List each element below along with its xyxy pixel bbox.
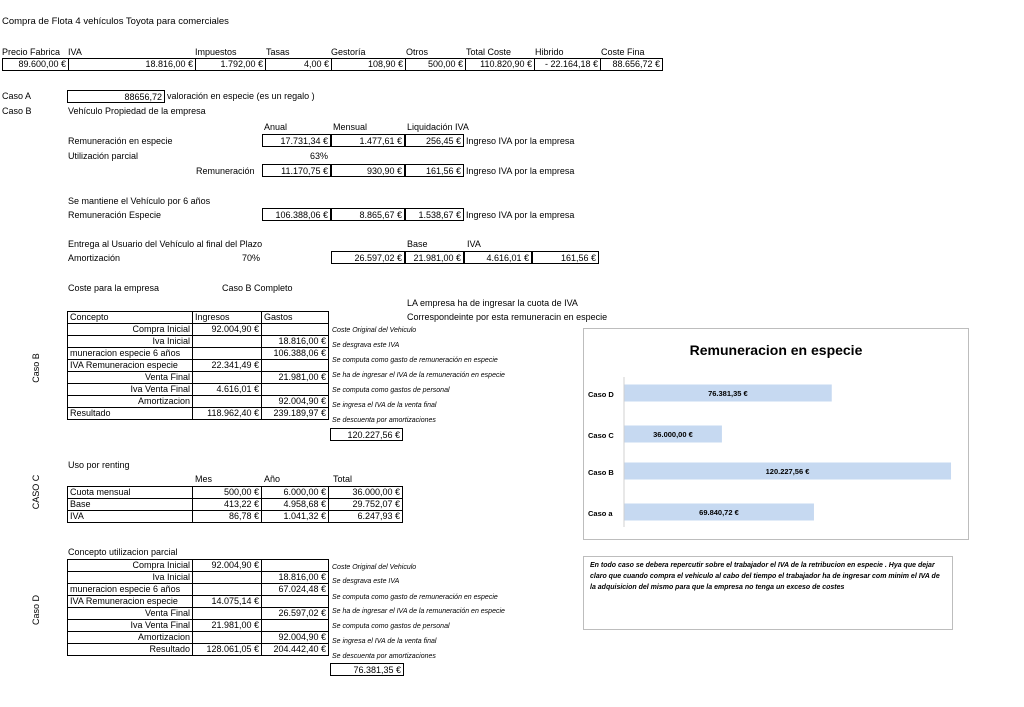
cell[interactable]: 108,90 € (332, 59, 406, 71)
table-row (68, 572, 329, 584)
cell[interactable]: 4,00 € (266, 59, 332, 71)
cell[interactable]: 6.247,93 € (329, 511, 403, 523)
header-ingresos: Ingresos (193, 312, 262, 324)
ingreso-iva-note-2: Ingreso IVA por la empresa (466, 166, 575, 176)
note-b-2: Se computa como gasto de remuneración en especie (332, 357, 498, 364)
rem-especie-label: Remuneración en especie (68, 136, 173, 146)
header-coste-fina: Coste Fina (601, 47, 645, 57)
cell[interactable] (193, 572, 262, 584)
note-box: En todo caso se debera repercutir sobre el trabajador el IVA de la retribucion en especie . Hya que dejar claro que cuando compra el vehiculo al cabo del tiempo el trabajador ha de ingresar com minim el IVA de la adquisicion del mismo para que la empresa no tenga un exceso de costes (583, 556, 953, 630)
cell[interactable]: Resultado (68, 644, 193, 656)
col-mes: Mes (195, 474, 213, 484)
cell[interactable]: muneracion especie 6 años (68, 584, 193, 596)
note-d-5: Se ingresa el IVA de la venta final (332, 638, 437, 645)
table-header-row (68, 312, 329, 324)
note-b-3: Se ha de ingresar el IVA de la remuneración en especie (332, 372, 505, 379)
cell[interactable]: Cuota mensual (68, 487, 193, 499)
cell[interactable]: IVA Remuneracion especie (68, 360, 193, 372)
utilizacion-pct: 63% (309, 151, 328, 161)
cell[interactable]: 18.816,00 € (262, 572, 329, 584)
table-row (68, 499, 403, 511)
caso-d-side-label: Caso D (31, 595, 41, 626)
data-label: 120.227,56 € (765, 467, 810, 476)
cell[interactable] (262, 360, 329, 372)
cell[interactable]: 92.004,90 € (262, 396, 329, 408)
rem2-anual[interactable]: 11.170,75 € (262, 164, 331, 177)
entrega-label: Entrega al Usuario del Vehículo al final del Plazo (68, 239, 263, 249)
table-result-row (68, 644, 329, 656)
rem-esp-mensual[interactable]: 8.865,67 € (331, 208, 405, 221)
cell[interactable]: 1.041,32 € (262, 511, 329, 523)
table-row (68, 336, 329, 348)
rem-liquidacion[interactable]: 256,45 € (405, 134, 464, 147)
coste-sub: Caso B Completo (222, 283, 293, 293)
col-liquidacion: Liquidación IVA (407, 122, 469, 132)
cell[interactable] (262, 324, 329, 336)
col-ano: Año (264, 474, 281, 484)
cell[interactable]: Resultado (68, 408, 193, 420)
result-b-total[interactable]: 120.227,56 € (330, 428, 403, 441)
header-total: Total Coste (466, 47, 512, 57)
cell[interactable]: 4.616,01 € (193, 384, 262, 396)
cell[interactable]: Amortizacion (68, 396, 193, 408)
rem2-liquidacion[interactable]: 161,56 € (405, 164, 464, 177)
cell[interactable]: 92.004,90 € (193, 560, 262, 572)
note-b-6: Se descuenta por amortizaciones (332, 417, 436, 424)
cell[interactable]: Base (68, 499, 193, 511)
ingreso-iva-note: Ingreso IVA por la empresa (466, 136, 575, 146)
cell[interactable]: Compra Inicial (68, 560, 193, 572)
coste-label: Coste para la empresa (68, 283, 160, 293)
rem-mensual[interactable]: 1.477,61 € (331, 134, 405, 147)
cell[interactable]: 92.004,90 € (262, 632, 329, 644)
table-row (68, 360, 329, 372)
cell[interactable]: - 22.164,18 € (535, 59, 601, 71)
table-row (68, 511, 403, 523)
amortizacion-pct: 70% (241, 253, 260, 263)
cell[interactable] (193, 372, 262, 384)
amort-value-3[interactable]: 4.616,01 € (464, 251, 532, 264)
cell[interactable]: Compra Inicial (68, 324, 193, 336)
cell[interactable]: 128.061,05 € (193, 644, 262, 656)
cell[interactable]: Venta Final (68, 608, 193, 620)
result-d-total[interactable]: 76.381,35 € (330, 663, 404, 676)
cell[interactable]: 22.341,49 € (193, 360, 262, 372)
table-row (68, 560, 329, 572)
chart-svg (584, 329, 968, 539)
iva-col-label: IVA (467, 239, 481, 249)
amortizacion-label: Amortización (68, 253, 121, 263)
coste-note-1: LA empresa ha de ingresar la cuota de IVA (407, 298, 578, 308)
renting-title: Uso por renting (68, 460, 130, 470)
col-mensual: Mensual (333, 122, 368, 132)
cell[interactable]: IVA (68, 511, 193, 523)
cell[interactable]: Venta Final (68, 372, 193, 384)
header-precio: Precio Fabrica (2, 47, 61, 57)
cell[interactable]: 21.981,00 € (193, 620, 262, 632)
note-d-0: Coste Original del Vehiculo (332, 564, 417, 571)
base-col-label: Base (407, 239, 428, 249)
caso-c-side-label: CASO C (31, 474, 41, 510)
data-label: 36.000,00 € (653, 430, 693, 439)
cell[interactable]: 1.792,00 € (196, 59, 266, 71)
cell[interactable]: 4.958,68 € (262, 499, 329, 511)
cell[interactable]: 500,00 € (406, 59, 466, 71)
cell[interactable] (262, 596, 329, 608)
cell[interactable]: Iva Inicial (68, 572, 193, 584)
caso-a-label: Caso A (2, 91, 32, 101)
cell[interactable] (193, 584, 262, 596)
category-label: Caso C (588, 431, 614, 440)
amort-value-1[interactable]: 26.597,02 € (331, 251, 405, 264)
table-row (68, 372, 329, 384)
cell[interactable]: Amortizacion (68, 632, 193, 644)
header-impuestos: Impuestos (195, 47, 237, 57)
cell[interactable]: 14.075,14 € (193, 596, 262, 608)
table-row (68, 348, 329, 360)
table-result-row (68, 408, 329, 420)
cell[interactable]: Iva Inicial (68, 336, 193, 348)
cell[interactable] (262, 560, 329, 572)
rem2-mensual[interactable]: 930,90 € (331, 164, 405, 177)
rem-anual[interactable]: 17.731,34 € (262, 134, 331, 147)
cell[interactable]: 89.600,00 € (3, 59, 69, 71)
table-row (68, 487, 403, 499)
cell[interactable]: 29.752,07 € (329, 499, 403, 511)
caso-b-title: Vehículo Propiedad de la empresa (68, 106, 206, 116)
ingreso-iva-note-3: Ingreso IVA por la empresa (466, 210, 575, 220)
cell[interactable] (262, 384, 329, 396)
cell[interactable]: 92.004,90 € (193, 324, 262, 336)
table-caso-d (67, 559, 329, 656)
note-d-3: Se ha de ingresar el IVA de la remuneración en especie (332, 608, 505, 615)
note-b-0: Coste Original del Vehiculo (332, 327, 417, 334)
cell[interactable]: 36.000,00 € (329, 487, 403, 499)
table-row (68, 608, 329, 620)
data-label: 69.840,72 € (699, 508, 739, 517)
caso-b-side-label: Caso B (31, 353, 41, 383)
parcial-title: Concepto utilizacion parcial (68, 547, 178, 557)
coste-note-2: Correspondeinte por esta remuneracin en especie (407, 312, 608, 322)
header-concepto: Concepto (68, 312, 193, 324)
rem-esp-anual[interactable]: 106.388,06 € (262, 208, 331, 221)
cell[interactable]: Iva Venta Final (68, 620, 193, 632)
note-b-4: Se computa como gastos de personal (332, 387, 450, 394)
chart-remuneracion[interactable] (583, 328, 969, 540)
col-total: Total (333, 474, 353, 484)
note-d-2: Se computa como gasto de remuneración en especie (332, 594, 498, 601)
header-otros: Otros (406, 47, 429, 57)
cell[interactable]: 86,78 € (193, 511, 262, 523)
cell[interactable] (193, 632, 262, 644)
page-title: Compra de Flota 4 vehículos Toyota para comerciales (2, 16, 229, 27)
header-hibrido: Hibrido (535, 47, 564, 57)
caso-b-label: Caso B (2, 106, 32, 116)
cell[interactable]: 26.597,02 € (262, 608, 329, 620)
cell[interactable]: muneracion especie 6 años (68, 348, 193, 360)
table-row (68, 596, 329, 608)
note-b-5: Se ingresa el IVA de la venta final (332, 402, 437, 409)
cell[interactable]: 18.816,00 € (69, 59, 196, 71)
cell[interactable]: Iva Venta Final (68, 384, 193, 396)
table-row (68, 584, 329, 596)
cell[interactable]: 413,22 € (193, 499, 262, 511)
note-d-1: Se desgrava este IVA (332, 578, 400, 585)
cell[interactable]: 88.656,72 € (601, 59, 663, 71)
cell[interactable]: 204.442,40 € (262, 644, 329, 656)
caso-a-value[interactable]: 88656,72 (67, 90, 165, 103)
cell[interactable]: 118.962,40 € (193, 408, 262, 420)
rem-especie-6-label: Remuneración Especie (68, 210, 162, 220)
table-row (68, 384, 329, 396)
summary-values-row (2, 58, 663, 71)
table-caso-c (67, 486, 403, 523)
data-label: 76.381,35 € (708, 389, 748, 398)
table-row (68, 632, 329, 644)
cell[interactable] (193, 608, 262, 620)
cell[interactable] (193, 348, 262, 360)
cell[interactable]: 110.820,90 € (466, 59, 535, 71)
note-d-4: Se computa como gastos de personal (332, 623, 450, 630)
note-d-6: Se descuenta por amortizaciones (332, 653, 436, 660)
table-row (68, 620, 329, 632)
amort-value-4[interactable]: 161,56 € (532, 251, 599, 264)
header-gastos: Gastos (262, 312, 329, 324)
header-iva: IVA (68, 47, 82, 57)
chart-title: Remuneracion en especie (689, 342, 863, 358)
cell[interactable]: 500,00 € (193, 487, 262, 499)
rem-esp-liquidacion[interactable]: 1.538,67 € (405, 208, 464, 221)
category-label: Caso a (588, 509, 613, 518)
cell[interactable]: 106.388,06 € (262, 348, 329, 360)
caso-a-desc: valoración en especie (es un regalo ) (167, 91, 315, 101)
table-row (68, 324, 329, 336)
table-caso-b (67, 311, 329, 420)
cell[interactable] (193, 396, 262, 408)
col-anual: Anual (264, 122, 288, 132)
category-label: Caso B (588, 468, 614, 477)
cell[interactable]: 18.816,00 € (262, 336, 329, 348)
cell[interactable]: IVA Remuneracion especie (68, 596, 193, 608)
utilizacion-label: Utilización parcial (68, 151, 139, 161)
header-gestoria: Gestoría (331, 47, 366, 57)
header-tasas: Tasas (266, 47, 290, 57)
remuneracion-label: Remuneración (196, 166, 255, 176)
cell[interactable] (262, 620, 329, 632)
table-row (68, 396, 329, 408)
cell[interactable] (193, 336, 262, 348)
amort-value-2[interactable]: 21.981,00 € (405, 251, 464, 264)
cell[interactable]: 21.981,00 € (262, 372, 329, 384)
category-label: Caso D (588, 390, 614, 399)
mantiene-label: Se mantiene el Vehículo por 6 años (68, 196, 211, 206)
note-b-1: Se desgrava este IVA (332, 342, 400, 349)
cell[interactable]: 67.024,48 € (262, 584, 329, 596)
cell[interactable]: 239.189,97 € (262, 408, 329, 420)
cell[interactable]: 6.000,00 € (262, 487, 329, 499)
